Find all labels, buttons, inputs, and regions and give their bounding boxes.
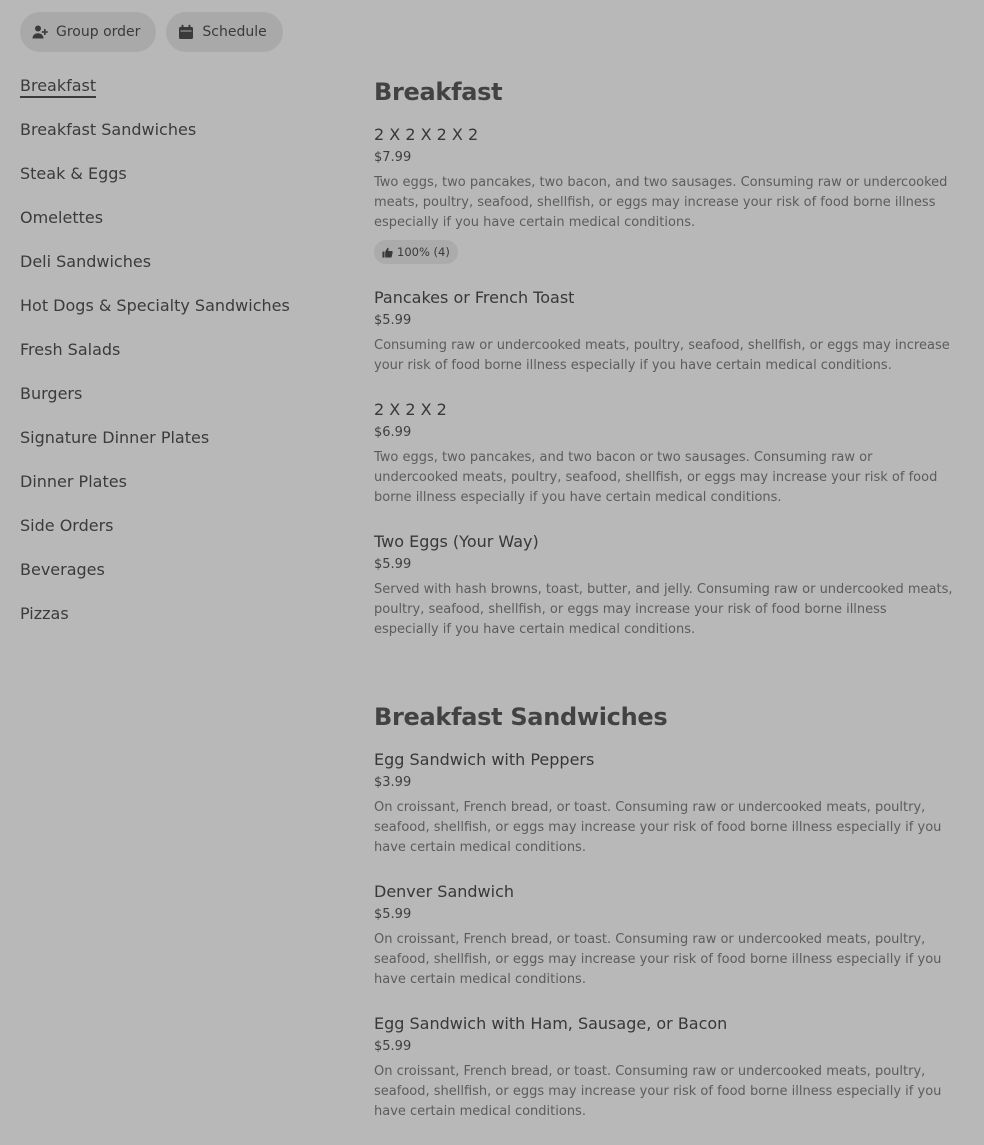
item-price: $3.99 (374, 775, 412, 790)
item-price: $5.99 (374, 557, 412, 572)
item-description: On croissant, French bread, or toast. Consuming raw or undercooked meats, poultry, seafood, shellfish, or eggs may increase your risk of food borne illness especially if you have certain medical conditions. (374, 932, 942, 987)
sidebar-item-label: Breakfast Sandwiches (20, 120, 197, 139)
menu-section-breakfast-sandwiches (374, 701, 954, 1122)
menu-content (374, 76, 954, 1145)
sidebar-item-label: Dinner Plates (20, 472, 127, 491)
item-price: $5.99 (374, 313, 412, 328)
item-price: $5.99 (374, 907, 412, 922)
sidebar-item-burgers[interactable] (20, 382, 340, 426)
item-name: Denver Sandwich (374, 882, 515, 901)
menu-item[interactable] (374, 1013, 954, 1122)
item-price: $5.99 (374, 1039, 412, 1054)
sidebar-item-label: Deli Sandwiches (20, 252, 152, 271)
rating-badge (374, 240, 458, 264)
menu-section-breakfast (374, 76, 954, 640)
sidebar-item-dinner-plates[interactable] (20, 470, 340, 514)
menu-item[interactable] (374, 531, 954, 640)
sidebar-item-breakfast[interactable] (20, 74, 340, 118)
item-price: $6.99 (374, 425, 412, 440)
sidebar-item-label: Burgers (20, 384, 83, 403)
menu-item[interactable] (374, 881, 954, 990)
item-name: Pancakes or French Toast (374, 288, 575, 307)
sidebar-item-pizzas[interactable] (20, 602, 340, 646)
section-title: Breakfast (374, 78, 503, 106)
item-description: On croissant, French bread, or toast. Consuming raw or undercooked meats, poultry, seafood, shellfish, or eggs may increase your risk of food borne illness especially if you have certain medical conditions. (374, 800, 942, 855)
schedule-label: Schedule (202, 24, 267, 40)
item-name: Egg Sandwich with Peppers (374, 750, 595, 769)
sidebar-item-label: Beverages (20, 560, 105, 579)
section-divider (374, 663, 954, 701)
sidebar-item-fresh-salads[interactable] (20, 338, 340, 382)
rating-text: 100% (4) (397, 245, 450, 259)
item-description: Consuming raw or undercooked meats, poultry, seafood, shellfish, or eggs may increase your risk of food borne illness especially if you have certain medical conditions. (374, 338, 950, 373)
sidebar-item-steak-eggs[interactable] (20, 162, 340, 206)
schedule-button[interactable] (166, 12, 282, 52)
item-name: 2 X 2 X 2 X 2 (374, 125, 479, 144)
item-description: Served with hash browns, toast, butter, and jelly. Consuming raw or undercooked meats, poultry, seafood, shellfish, or eggs may increase your risk of food borne illness especially if you have certain medical conditions. (374, 582, 953, 637)
menu-item[interactable] (374, 287, 954, 376)
item-name: Two Eggs (Your Way) (374, 532, 539, 551)
sidebar-item-label: Omelettes (20, 208, 104, 227)
sidebar-item-label: Side Orders (20, 516, 114, 535)
item-description: Two eggs, two pancakes, two bacon, and two sausages. Consuming raw or undercooked meats, poultry, seafood, shellfish, or eggs may increase your risk of food borne illness especially if you have certain medical conditions. (374, 175, 948, 230)
item-name: 2 X 2 X 2 (374, 400, 447, 419)
item-price: $7.99 (374, 150, 412, 165)
category-sidebar (20, 74, 340, 646)
sidebar-item-label: Breakfast (20, 76, 96, 98)
sidebar-item-breakfast-sandwiches[interactable] (20, 118, 340, 162)
sidebar-item-omelettes[interactable] (20, 206, 340, 250)
group-order-button[interactable] (20, 12, 156, 52)
toolbar (20, 12, 283, 52)
sidebar-item-signature-dinner-plates[interactable] (20, 426, 340, 470)
menu-item[interactable] (374, 749, 954, 858)
calendar-icon (178, 24, 194, 40)
sidebar-item-hot-dogs[interactable] (20, 294, 340, 338)
item-description: Two eggs, two pancakes, and two bacon or two sausages. Consuming raw or undercooked meats, poultry, seafood, shellfish, or eggs may increase your risk of food borne illness especially if you have certain medical conditions. (374, 450, 938, 505)
sidebar-item-label: Hot Dogs & Specialty Sandwiches (20, 296, 290, 315)
sidebar-item-label: Signature Dinner Plates (20, 428, 210, 447)
sidebar-item-side-orders[interactable] (20, 514, 340, 558)
sidebar-item-beverages[interactable] (20, 558, 340, 602)
item-name: Egg Sandwich with Ham, Sausage, or Bacon (374, 1014, 728, 1033)
sidebar-item-deli-sandwiches[interactable] (20, 250, 340, 294)
sidebar-item-label: Fresh Salads (20, 340, 121, 359)
item-description: On croissant, French bread, or toast. Consuming raw or undercooked meats, poultry, seafood, shellfish, or eggs may increase your risk of food borne illness especially if you have certain medical conditions. (374, 1064, 942, 1119)
sidebar-item-label: Pizzas (20, 604, 69, 623)
add-person-icon (32, 24, 48, 40)
thumbs-up-icon (382, 247, 393, 258)
section-title: Breakfast Sandwiches (374, 703, 668, 731)
menu-item[interactable] (374, 124, 954, 264)
sidebar-item-label: Steak & Eggs (20, 164, 127, 183)
group-order-label: Group order (56, 24, 141, 40)
menu-item[interactable] (374, 399, 954, 508)
